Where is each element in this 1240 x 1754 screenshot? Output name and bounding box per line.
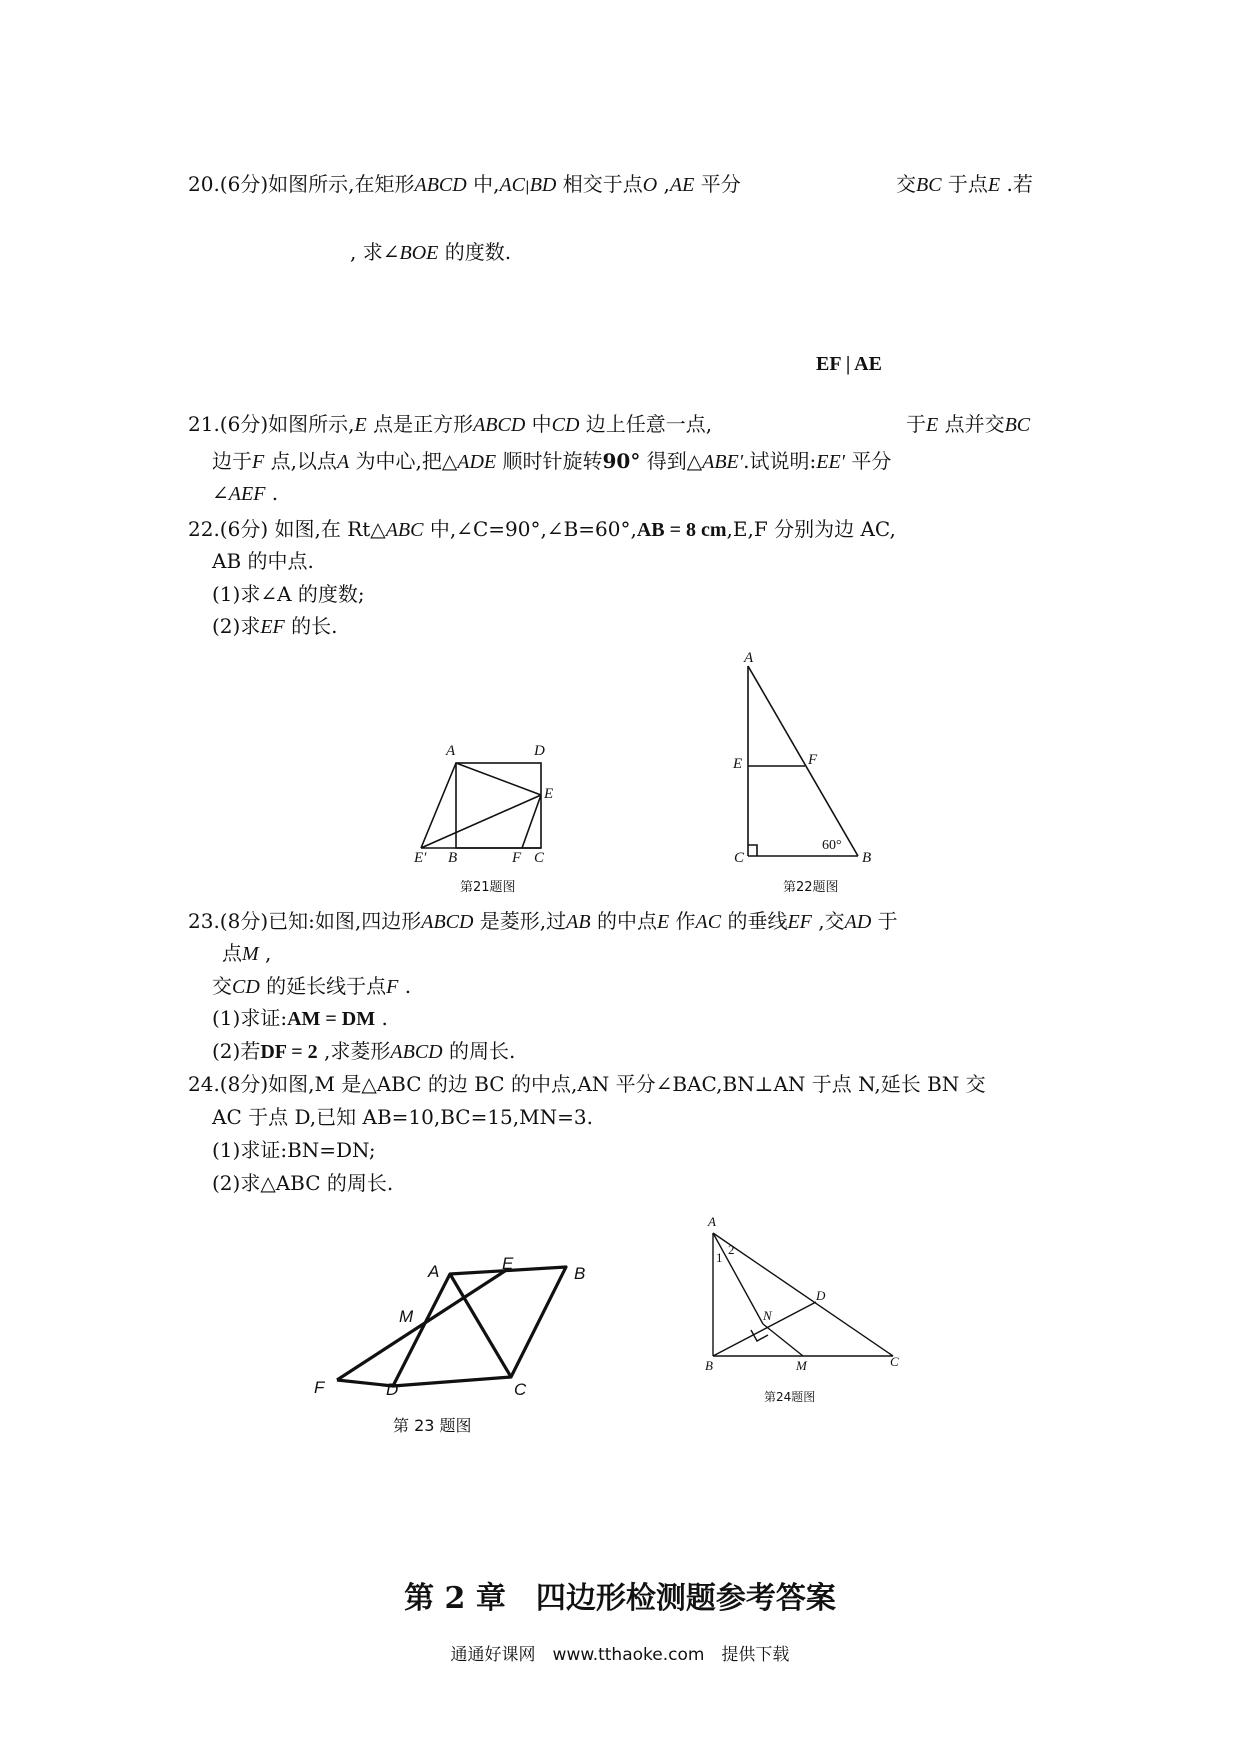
q20-floating-formula: EF | AE: [816, 353, 882, 375]
q23-sub1: (1)求证:AM = DM .: [212, 1006, 388, 1030]
q21-line1-tail: 于E 点并交BC: [906, 412, 1031, 436]
q24-sub1: (1)求证:BN=DN;: [212, 1138, 376, 1162]
q20-line1-tail: 交BC 于点E .若: [896, 172, 1033, 196]
fig22-label-E: E: [733, 756, 743, 772]
fig23-label-C: C: [514, 1380, 527, 1399]
q22-line1: 22.(6分) 如图,在 Rt△ABC 中,∠C=90°,∠B=60°,AB = 8 cm,E,F 分别为边 AC,: [188, 517, 896, 541]
fig22-caption: 第22题图: [783, 880, 839, 895]
fig22-label-angle: 60°: [822, 838, 842, 853]
fig23-label-F: F: [314, 1378, 325, 1397]
fig21-label-C: C: [534, 850, 545, 866]
fig23-caption: 第 23 题图: [393, 1416, 472, 1435]
q21-line3: ∠AEF .: [212, 481, 279, 505]
q22-sub2: (2)求EF 的长.: [212, 614, 338, 638]
fig23-label-D: D: [386, 1380, 399, 1399]
q20-line2: , 求∠BOE 的度数.: [350, 240, 512, 264]
page-footer: 通通好课网 www.tthaoke.com 提供下载: [450, 1645, 790, 1665]
q22-line2: AB 的中点.: [212, 549, 314, 573]
q24-line1: 24.(8分)如图,M 是△ABC 的边 BC 的中点,AN 平分∠BAC,BN⊥AN 于点 N,延长 BN 交: [188, 1072, 986, 1096]
q21-line1: 21.(6分)如图所示,E 点是正方形ABCD 中CD 边上任意一点,: [188, 412, 713, 436]
q21-line2: 边于F 点,以点A 为中心,把△ADE 顺时针旋转90° 得到△ABE′.试说明:EE′ 平分: [212, 449, 892, 473]
fig21-label-D: D: [534, 743, 545, 759]
figure-24-diagram: [0, 0, 1, 1]
q24-sub2: (2)求△ABC 的周长.: [212, 1171, 394, 1195]
fig24-caption: 第24题图: [764, 1390, 816, 1404]
fig24-label-C: C: [890, 1354, 899, 1369]
q22-sub1: (1)求∠A 的度数;: [212, 582, 365, 606]
q23-line1: 23.(8分)已知:如图,四边形ABCD 是菱形,过AB 的中点E 作AC 的垂线EF ,交AD 于: [188, 909, 898, 933]
fig21-label-A: A: [446, 743, 456, 759]
fig21-caption: 第21题图: [460, 880, 516, 895]
fig21-label-E-prime: E′: [414, 850, 427, 866]
fig24-label-B: B: [705, 1358, 713, 1373]
fig24-label-M: M: [796, 1358, 807, 1373]
fig24-label-2: 2: [728, 1242, 735, 1257]
fig24-label-1: 1: [716, 1250, 723, 1265]
fig24-label-D: D: [816, 1288, 826, 1303]
q23-line3: 交CD 的延长线于点F .: [212, 974, 412, 998]
fig24-label-A: A: [708, 1214, 716, 1229]
fig24-label-N: N: [763, 1308, 772, 1323]
fig22-label-B: B: [862, 850, 872, 866]
fig23-label-A: A: [428, 1262, 440, 1281]
fig23-label-B: B: [574, 1264, 586, 1283]
fig22-label-A: A: [744, 650, 754, 666]
q24-line2: AC 于点 D,已知 AB=10,BC=15,MN=3.: [212, 1105, 593, 1129]
fig23-label-M: M: [399, 1307, 414, 1326]
q23-line2: 点M ,: [222, 941, 272, 965]
fig22-label-F: F: [808, 752, 818, 768]
fig22-label-C: C: [734, 850, 745, 866]
fig23-label-E: E: [502, 1254, 514, 1273]
q23-sub2: (2)若DF = 2 ,求菱形ABCD 的周长.: [212, 1039, 516, 1063]
q20-line1: 20.(6分)如图所示,在矩形ABCD 中,AC|BD 相交于点O ,AE 平分: [188, 172, 741, 196]
fig21-label-E: E: [544, 786, 554, 802]
fig21-label-F: F: [512, 850, 522, 866]
answer-heading: 第 2 章 四边形检测题参考答案: [404, 1581, 836, 1616]
fig21-label-B: B: [448, 850, 458, 866]
